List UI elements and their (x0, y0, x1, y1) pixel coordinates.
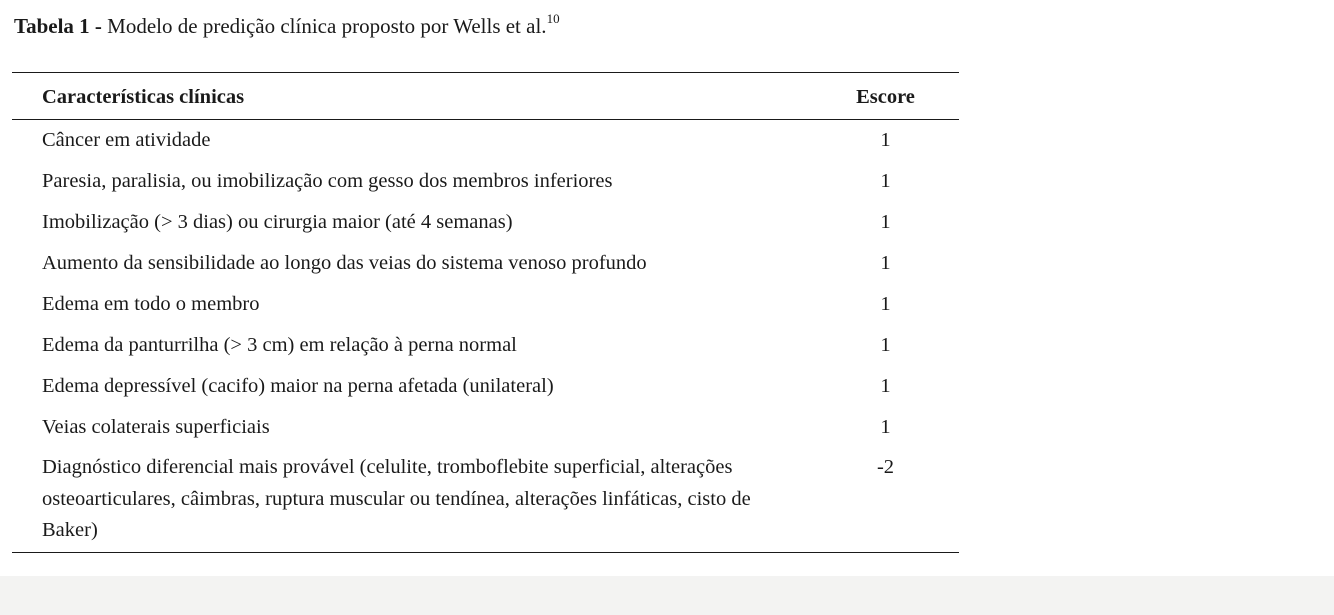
table-row (12, 284, 959, 325)
header-characteristics: Características clínicas (42, 85, 245, 108)
row-characteristic: Edema depressível (cacifo) maior na perna afetada (unilateral) (42, 375, 554, 397)
row-score: 1 (880, 211, 891, 233)
table-row (12, 407, 959, 448)
table-row (12, 161, 959, 202)
table-caption (14, 11, 560, 39)
row-characteristic: Edema em todo o membro (42, 293, 260, 315)
row-characteristic: Paresia, paralisia, ou imobilização com gesso dos membros inferiores (42, 170, 613, 192)
row-characteristic: Diagnóstico diferencial mais provável (celulite, tromboflebite superficial, alterações osteoarticulares, câimbras, ruptura muscular ou tendínea, alterações linfáticas, cisto de Baker) (42, 456, 751, 541)
table-row (12, 325, 959, 366)
row-score: 1 (880, 416, 891, 438)
row-score: 1 (880, 375, 891, 397)
row-score: 1 (880, 334, 891, 356)
row-score: 1 (880, 293, 891, 315)
row-score: -2 (876, 456, 895, 478)
row-characteristic: Veias colaterais superficiais (42, 416, 270, 438)
table-caption-separator: - (89, 14, 108, 38)
header-score: Escore (856, 85, 915, 108)
table-caption-reference[interactable]: 10 (546, 11, 560, 26)
table-caption-label: Tabela 1 (14, 14, 90, 38)
row-characteristic: Imobilização (> 3 dias) ou cirurgia maior (até 4 semanas) (42, 211, 513, 233)
row-characteristic: Câncer em atividade (42, 129, 211, 151)
row-score: 1 (880, 129, 891, 151)
row-score: 1 (880, 170, 891, 192)
wells-table (12, 72, 959, 553)
table-row (12, 243, 959, 284)
table-caption-text: Modelo de predição clínica proposto por Wells et al. (107, 14, 547, 38)
row-characteristic: Aumento da sensibilidade ao longo das veias do sistema venoso profundo (42, 252, 647, 274)
table-row (12, 366, 959, 407)
row-score: 1 (880, 252, 891, 274)
table-row (12, 202, 959, 243)
row-characteristic: Edema da panturrilha (> 3 cm) em relação à perna normal (42, 334, 517, 356)
table-body (12, 120, 959, 552)
table-header-row (12, 73, 959, 120)
table-row (12, 448, 959, 552)
table-row (12, 120, 959, 161)
